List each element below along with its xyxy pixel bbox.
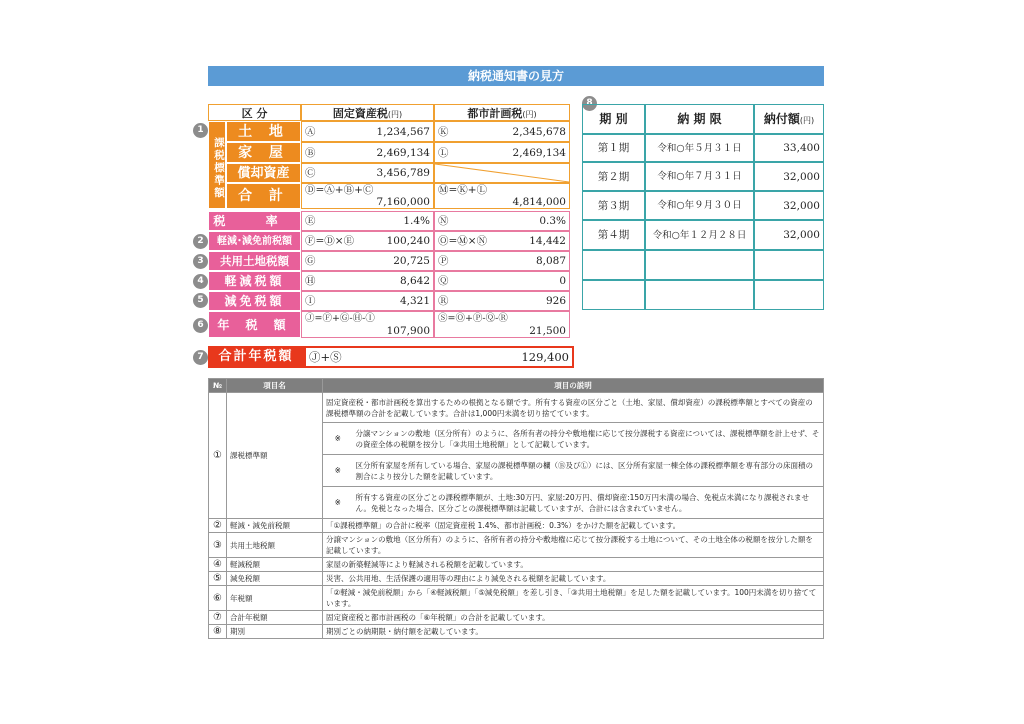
value: 107,900	[386, 325, 430, 337]
row-desc: 災害、公共用地、生活保護の適用等の理由により減免される税額を記載しています。	[323, 572, 824, 586]
toshi-keigen-cell	[434, 271, 570, 291]
kotei-kaoku-cell	[301, 142, 434, 163]
note-text: 区分所有家屋を所有している場合、家屋の課税標準額の欄（Ⓑ及びⓁ）には、区分所有家屋一棟全体の課税標準額を専有部分の床面積の割合により按分した額を記載しています。	[353, 455, 824, 487]
kotei-shokyaku-cell	[301, 163, 434, 183]
diagonal-line	[435, 164, 569, 182]
toshi-zeiritsu-cell	[434, 211, 570, 231]
table-row	[209, 533, 824, 558]
row-desc: 期別ごとの納期限・納付額を記載しています。	[323, 625, 824, 639]
table-row	[209, 572, 824, 586]
value: 20,725	[393, 255, 430, 267]
kazei-hyojun-group-label: 課税標準額	[208, 121, 226, 209]
toshi-nenzei-cell	[434, 311, 570, 338]
explanation-header-row	[209, 379, 824, 393]
payment-empty-cell	[754, 280, 824, 310]
row-label-tochi: 土 地	[226, 121, 301, 142]
header-kotei	[301, 104, 434, 121]
row-no: ⑦	[209, 611, 227, 625]
toshi-goukei-cell	[434, 183, 570, 209]
header-toshi-unit: (円)	[522, 110, 537, 119]
kotei-kyoyo-cell	[301, 251, 434, 271]
value: 21,500	[529, 325, 566, 337]
table-row	[209, 558, 824, 572]
payment-empty-cell	[645, 250, 754, 280]
symbol: Ⓔ	[305, 215, 316, 227]
row-no: ⑥	[209, 586, 227, 611]
note-text: 分譲マンションの敷地（区分所有）のように、各所有者の持分や敷地権に応じて按分課税する資産については、課税標準額を計上せず、その資産全体の税額を按分し「③共用土地税額」として記載しています。	[353, 423, 824, 455]
symbol: Ⓝ	[438, 215, 449, 227]
header-name: 項目名	[227, 379, 323, 393]
row-desc: 「②軽減・減免前税額」から「④軽減税額」「⑤減免税額」を差し引き、「③共用土地税額」を足した額を記載しています。100円未満を切り捨てています。	[323, 586, 824, 611]
kotei-nenzei-cell	[301, 311, 434, 338]
formula: Ⓓ=Ⓐ+Ⓑ+Ⓒ	[305, 184, 374, 196]
row-desc: 「①課税標準額」の合計に税率（固定資産税 1.4%、都市計画税：0.3%）をかけた額を記載しています。	[323, 519, 824, 533]
header-kibetsu: 期 別	[582, 104, 645, 134]
kotei-zeiritsu-cell	[301, 211, 434, 231]
value: 14,442	[529, 235, 566, 247]
table-row	[209, 393, 824, 423]
toshi-shokyaku-cell-na	[434, 163, 570, 183]
toshi-genmen-cell	[434, 291, 570, 311]
row-name: 減免税額	[227, 572, 323, 586]
symbol: Ⓒ	[305, 167, 316, 179]
payment-amount: 32,000	[754, 162, 824, 191]
row-name: 軽減税額	[227, 558, 323, 572]
value: 100,240	[386, 235, 430, 247]
symbol: Ⓐ	[305, 126, 316, 138]
marker-4: 4	[193, 274, 208, 289]
symbol: Ⓟ	[438, 255, 449, 267]
header-nouki: 納 期 限	[645, 104, 754, 134]
symbol: Ⓑ	[305, 147, 316, 159]
symbol: Ⓖ	[305, 255, 316, 267]
row-label-shokyaku: 償却資産	[226, 163, 301, 183]
header-kotei-label: 固定資産税	[332, 107, 388, 120]
kotei-keigen-cell	[301, 271, 434, 291]
payment-period: 第３期	[582, 191, 645, 220]
payment-empty-cell	[582, 250, 645, 280]
table-row	[209, 519, 824, 533]
header-noufu-label: 納付額	[763, 112, 800, 126]
value: 926	[545, 295, 566, 307]
kotei-genmen-cell	[301, 291, 434, 311]
payment-due-date: 令和○年１２月２８日	[645, 220, 754, 250]
page-title: 納税通知書の見方	[208, 66, 824, 86]
row-label-keigen: 軽減税額	[208, 271, 301, 291]
row-name: 期別	[227, 625, 323, 639]
value: 4,814,000	[512, 196, 566, 208]
row-label-keigen-mae: 軽減･減免前税額	[208, 231, 301, 251]
header-no: №	[209, 379, 227, 393]
symbol: Ⓗ	[305, 275, 316, 287]
value: 0	[559, 275, 566, 287]
payment-amount: 32,000	[754, 191, 824, 220]
row-no: ④	[209, 558, 227, 572]
value: 0.3%	[539, 215, 566, 227]
value: 8,087	[535, 255, 566, 267]
row-no: ⑧	[209, 625, 227, 639]
symbol: Ⓠ	[438, 275, 449, 287]
formula: Ⓕ=Ⓓ×Ⓔ	[305, 235, 355, 247]
payment-period: 第１期	[582, 134, 645, 162]
payment-due-date: 令和○年９月３０日	[645, 191, 754, 220]
toshi-keigen-mae-cell	[434, 231, 570, 251]
payment-amount: 33,400	[754, 134, 824, 162]
row-label-zeiritsu: 税 率	[208, 211, 301, 231]
table-row	[209, 586, 824, 611]
formula: Ⓞ=Ⓜ×Ⓝ	[438, 235, 488, 247]
value: 3,456,789	[376, 167, 430, 179]
table-row	[209, 611, 824, 625]
toshi-kyoyo-cell	[434, 251, 570, 271]
row-label-genmen: 減免税額	[208, 291, 301, 311]
value: 2,469,134	[512, 147, 566, 159]
marker-2: 2	[193, 234, 208, 249]
kotei-keigen-mae-cell	[301, 231, 434, 251]
row-label-kyoyo: 共用土地税額	[208, 251, 301, 271]
header-kotei-unit: (円)	[387, 110, 403, 119]
header-kubun: 区 分	[208, 104, 301, 121]
payment-empty-cell	[645, 280, 754, 310]
value: 2,469,134	[376, 147, 430, 159]
row-name: 課税標準額	[227, 393, 323, 519]
formula: Ⓜ=Ⓚ+Ⓛ	[438, 184, 488, 196]
row-name: 合計年税額	[227, 611, 323, 625]
value: 1,234,567	[376, 126, 430, 138]
payment-due-date: 令和○年７月３１日	[645, 162, 754, 191]
total-cell	[304, 346, 574, 368]
marker-6: 6	[193, 318, 208, 333]
marker-5: 5	[193, 293, 208, 308]
row-no: ①	[209, 393, 227, 519]
value: 129,400	[521, 350, 569, 364]
payment-empty-cell	[582, 280, 645, 310]
header-toshi-label: 都市計画税	[467, 107, 523, 120]
symbol: Ⓘ	[305, 295, 316, 307]
marker-3: 3	[193, 254, 208, 269]
header-noufu	[754, 104, 824, 134]
total-label: 合計年税額	[208, 346, 304, 368]
toshi-kaoku-cell	[434, 142, 570, 163]
row-desc: 固定資産税と都市計画税の「⑥年税額」の合計を記載しています。	[323, 611, 824, 625]
row-name: 共用土地税額	[227, 533, 323, 558]
row-desc: 固定資産税・都市計画税を算出するための根拠となる額です。所有する資産の区分ごと（土地、家屋、償却資産）の課税標準額とすべての資産の課税標準額の合計を記載しています。合計は1,000円未満を切り捨てています。	[323, 393, 824, 423]
value: 1.4%	[403, 215, 430, 227]
payment-period: 第２期	[582, 162, 645, 191]
kotei-goukei-cell	[301, 183, 434, 209]
symbol: Ⓚ	[438, 126, 449, 138]
symbol: Ⓛ	[438, 147, 449, 159]
value: 7,160,000	[376, 196, 430, 208]
row-no: ③	[209, 533, 227, 558]
row-desc: 分譲マンションの敷地（区分所有）のように、各所有者の持分や敷地権に応じて按分課税する土地について、その土地全体の税額を按分した額を記載しています。	[323, 533, 824, 558]
symbol: Ⓡ	[438, 295, 449, 307]
note-mark: ※	[323, 487, 353, 519]
row-label-nenzei: 年 税 額	[208, 311, 301, 338]
header-toshi	[434, 104, 570, 121]
formula: Ⓙ=Ⓕ+Ⓖ-Ⓗ-Ⓘ	[305, 313, 375, 324]
row-no: ②	[209, 519, 227, 533]
formula: Ⓙ+Ⓢ	[309, 350, 342, 364]
row-label-kaoku: 家 屋	[226, 142, 301, 163]
payment-empty-cell	[754, 250, 824, 280]
table-row	[209, 625, 824, 639]
note-text: 所有する資産の区分ごとの課税標準額が、土地:30万円、家屋:20万円、償却資産:150万円未満の場合、免税点未満になり課税されません。免税となった場合、区分ごとの課税標準額は記載していますが、合計には含まれていません。	[353, 487, 824, 519]
payment-amount: 32,000	[754, 220, 824, 250]
header-noufu-unit: (円)	[799, 116, 815, 125]
marker-8: 8	[582, 96, 597, 111]
row-name: 軽減・減免前税額	[227, 519, 323, 533]
note-mark: ※	[323, 455, 353, 487]
header-desc: 項目の説明	[323, 379, 824, 393]
toshi-tochi-cell	[434, 121, 570, 142]
note-mark: ※	[323, 423, 353, 455]
value: 4,321	[399, 295, 430, 307]
row-no: ⑤	[209, 572, 227, 586]
value: 2,345,678	[512, 126, 566, 138]
kotei-tochi-cell	[301, 121, 434, 142]
marker-7: 7	[193, 350, 208, 365]
row-desc: 家屋の新築軽減等により軽減される税額を記載しています。	[323, 558, 824, 572]
payment-due-date: 令和○年５月３１日	[645, 134, 754, 162]
payment-period: 第４期	[582, 220, 645, 250]
row-label-goukei: 合 計	[226, 183, 301, 209]
value: 8,642	[399, 275, 430, 287]
marker-1: 1	[193, 123, 208, 138]
explanation-table	[208, 378, 824, 639]
row-name: 年税額	[227, 586, 323, 611]
formula: Ⓢ=Ⓞ+Ⓟ-Ⓠ-Ⓡ	[438, 313, 508, 324]
